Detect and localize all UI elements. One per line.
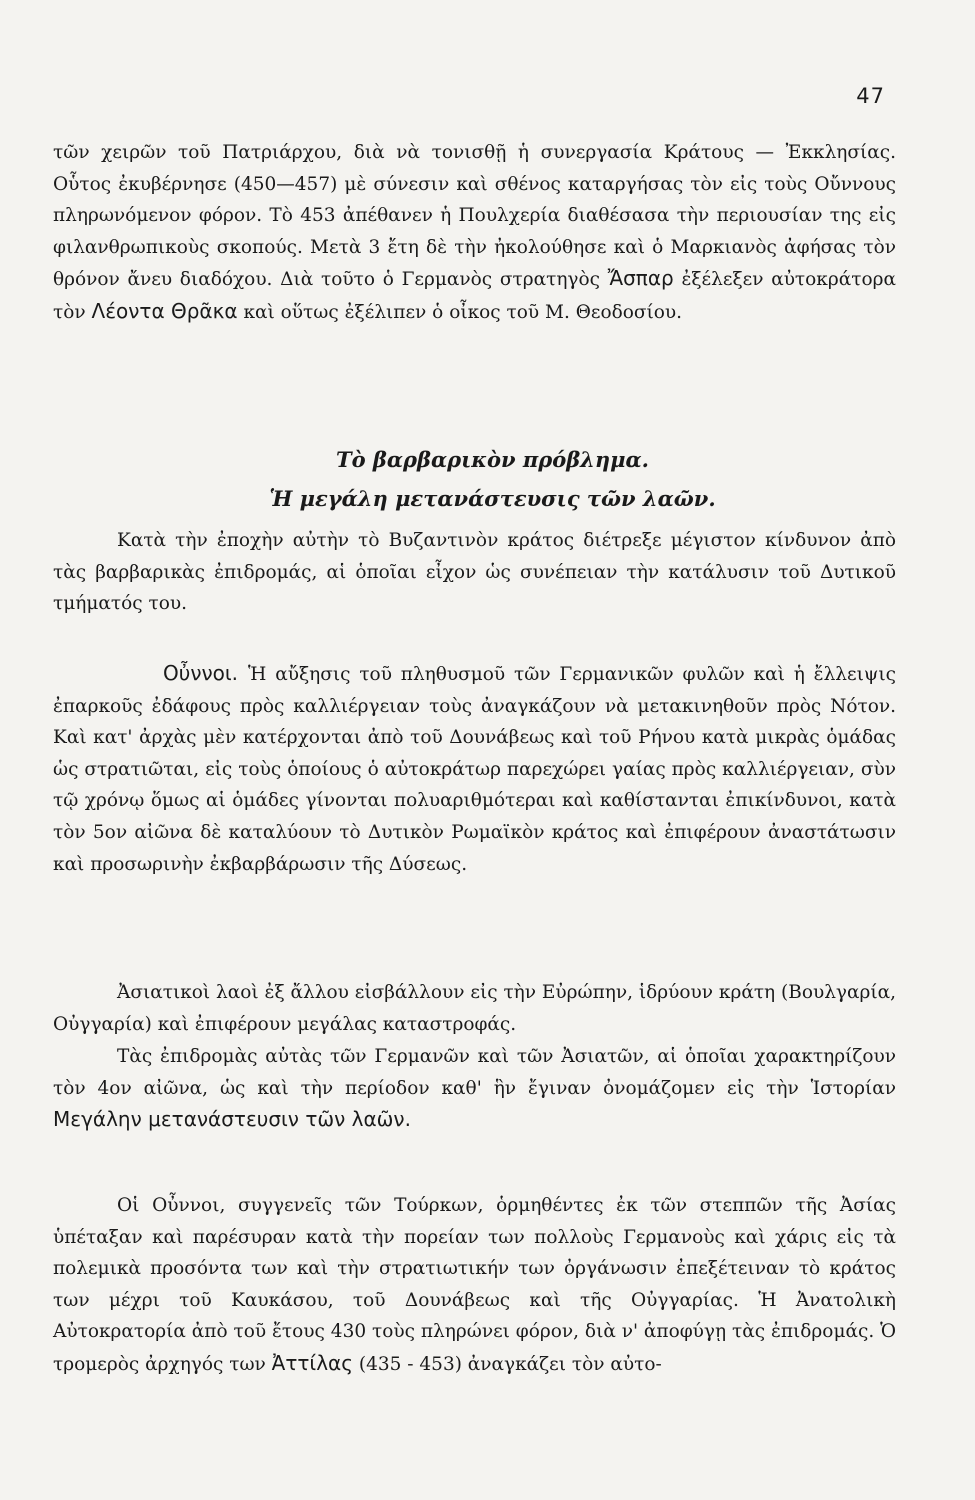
section-subtitle: Ἡ μεγάλη μετανάστευσις τῶν λαῶν. <box>269 486 716 511</box>
paragraph-byzantine-danger: Κατὰ τὴν ἐποχὴν αὐτὴν τὸ Βυζαντινὸν κράτος διέτρεξε μέγιστον κίνδυνον ἀπὸ τὰς βαρβαρικὰς ἐπιδρομάς, αἱ ὁποῖαι εἶχον ὡς συνέπειαν τὴν κατάλυσιν τοῦ Δυτικοῦ τμήματός του. <box>53 530 896 615</box>
intro-paragraph <box>53 137 896 329</box>
paragraph-asiatic-peoples: Ἀσιατικοὶ λαοὶ ἐξ ἄλλου εἰσβάλλουν εἰς τὴν Εὐρώπην, ἱδρύουν κράτη (Βουλγαρία, Οὐγγαρία) καὶ ἐπιφέρουν μεγάλας καταστροφάς. <box>53 982 896 1035</box>
paragraph-lead-huns: Οὖννοι. <box>163 661 239 685</box>
intro-text-part-1: τῶν χειρῶν τοῦ Πατριάρχου, διὰ νὰ τονισθῇ ἡ συνεργασία Κράτους — Ἐκκλησίας. Οὗτος ἐκυβέρνησε (450—457) μὲ σύνεσιν καὶ σθένος καταργήσας τὸν εἰς τοὺς Οὔννους πληρωνόμενον φόρον. Τὸ 453 ἀπέθανεν ἡ Πουλχερία διαθέσασα τὴν περιουσίαν της εἰς φιλανθρωπικοὺς σκοπούς. Μετὰ 3 ἔτη δὲ τὴν ἠκολούθησε καὶ ὁ Μαρκιανὸς ἀφήσας τὸν θρόνον ἄνευ διαδόχου. Διὰ τοῦτο ὁ Γερμανὸς στρατηγὸς <box>53 142 896 291</box>
intro-text-part-3: καὶ οὕτως ἐξέλιπεν ὁ οἶκος τοῦ Μ. Θεοδοσίου. <box>243 301 683 323</box>
name-attila: Ἀττίλας <box>271 1350 353 1375</box>
migration-term: Μεγάλην μετανάστευσιν τῶν λαῶν. <box>53 1107 411 1132</box>
paragraph-great-migration <box>53 1041 896 1137</box>
section-title: Τὸ βαρβαρικὸν πρόβλημα. <box>335 447 649 472</box>
page-number: 47 <box>856 84 885 108</box>
attila-text-part-1: Οἱ Οὖννοι, συγγενεῖς τῶν Τούρκων, ὁρμηθέντες ἐκ τῶν στεππῶν τῆς Ἀσίας ὑπέταξαν καὶ παρέσυραν κατὰ τὴν πορείαν των πολλοὺς Γερμανοὺς καὶ χάρις εἰς τὰ πολεμικὰ προσόντα των καὶ τὴν στρατιωτικήν των ὀργάνωσιν ἐπεξέτειναν τὸ κράτος των μέχρι τοῦ Καυκάσου, τοῦ Δουνάβεως καὶ τῆς Οὐγγαρίας. Ἡ Ἀνατολικὴ Αὐτοκρατορία ἀπὸ τοῦ ἔτους 430 τοὺς πληρώνει φόρον, διὰ ν' ἀποφύγῃ τὰς ἐπιδρομάς. Ὁ τρομερὸς ἀρχηγός των <box>53 1195 896 1375</box>
migration-text: Τὰς ἐπιδρομὰς αὐτὰς τῶν Γερμανῶν καὶ τῶν Ἀσιατῶν, αἱ ὁποῖαι χαρακτηρίζουν τὸν 4ον αἰῶνα, ὡς καὶ τὴν περίοδον καθ' ἣν ἔγιναν ὀνομάζομεν εἰς τὴν Ἱστορίαν <box>53 1046 896 1099</box>
intro-text-part-2: ἐξέλεξεν αὐτοκράτορα τὸν <box>53 269 896 323</box>
paragraph-huns <box>53 658 896 880</box>
paragraph-attila <box>53 1190 896 1381</box>
name-aspar: Ἄσπαρ <box>607 266 674 291</box>
name-leon-thrax: Λέοντα Θρᾶκα <box>91 298 238 323</box>
attila-text-part-2: (435 - 453) ἀναγκάζει τὸν αὐτο- <box>358 1353 662 1375</box>
paragraph-huns-text: Ἡ αὔξησις τοῦ πληθυσμοῦ τῶν Γερμανικῶν φυλῶν καὶ ἡ ἔλλειψις ἐπαρκοῦς ἐδάφους πρὸς καλλιέργειαν τοὺς ἀναγκάζουν νὰ μετακινηθοῦν πρὸς Νότον. Καὶ κατ' ἀρχὰς μὲν κατέρχονται ἀπὸ τοῦ Δουνάβεως καὶ τοῦ Ρήνου κατὰ μικρὰς ὁμάδας ὡς στρατιῶται, εἰς τοὺς ὁποίους ὁ αὐτοκράτωρ παρεχώρει γαίας πρὸς καλλιέργειαν, σὺν τῷ χρόνῳ ὅμως αἱ ὁμάδες γίνονται πολυαριθμότεραι καὶ καθίστανται ἐπικίνδυνοι, κατὰ τὸν 5ον αἰῶνα δὲ καταλύουν τὸ Δυτικὸν Ρωμαϊκὸν κράτος καὶ ἐπιφέρουν ἀναστάτωσιν καὶ προσωρινὴν ἐκβαρβάρωσιν τῆς Δύσεως. <box>53 664 896 875</box>
